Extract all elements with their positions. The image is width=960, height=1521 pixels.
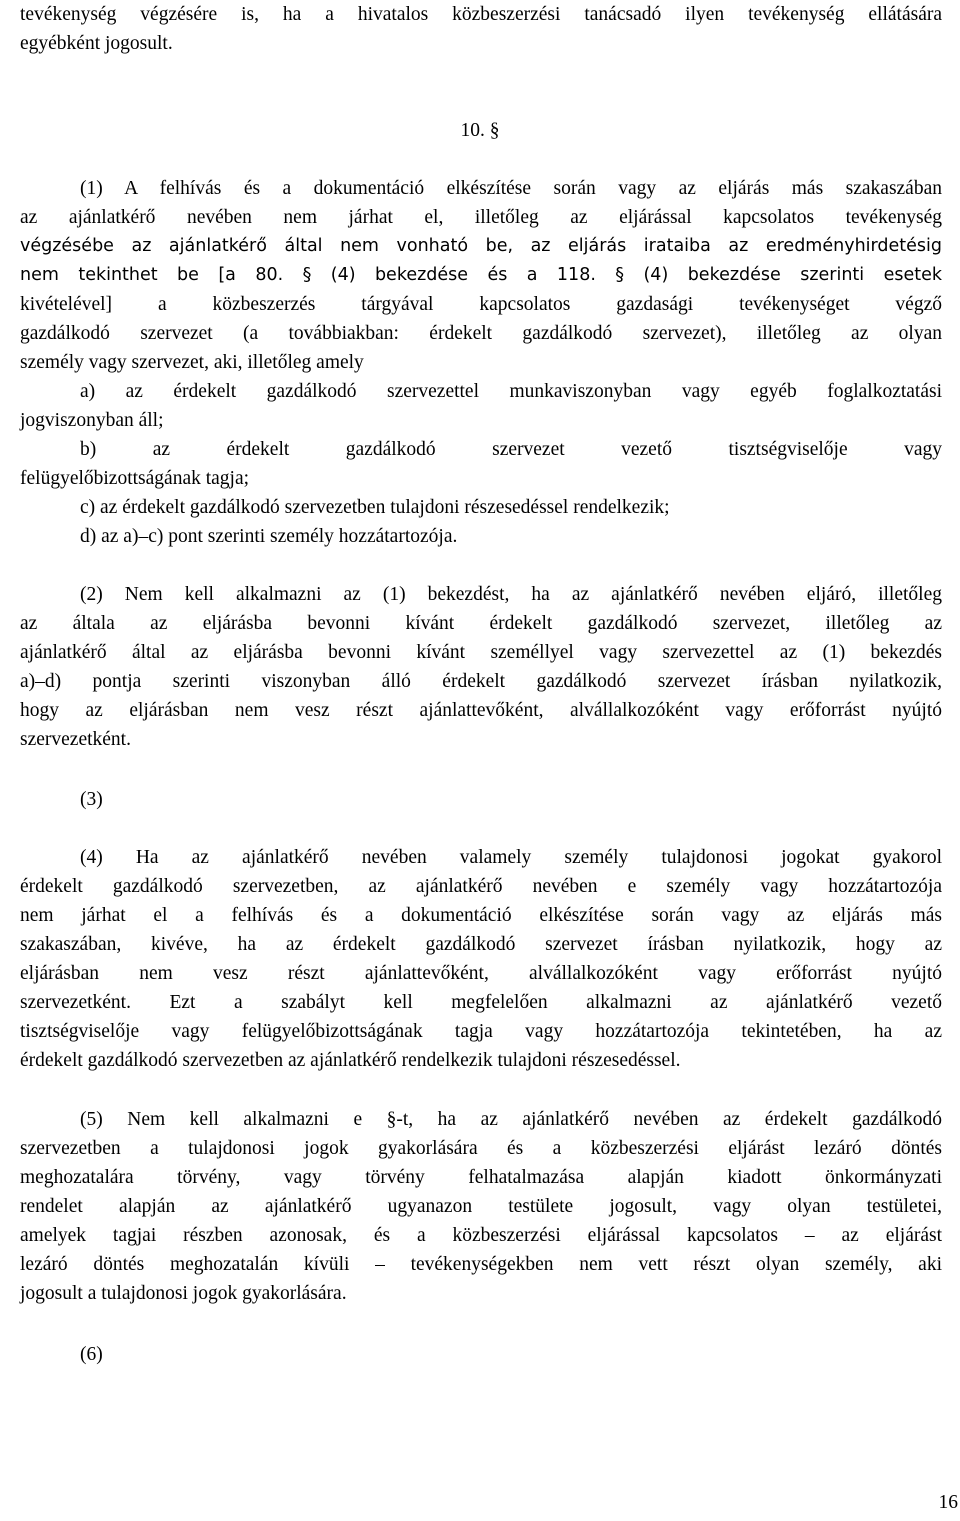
p5-line-6: lezáró döntés meghozatalán kívüli – tevékenységekben nem vett részt olyan személy, aki [20,1254,942,1275]
p5-line-3: meghozatalára törvény, vagy törvény felhatalmazása alapján kiadott önkormányzati [20,1167,942,1188]
p4-line-2: érdekelt gazdálkodó szervezetben, az ajánlatkérő nevében e személy vagy hozzátartozója [20,876,942,897]
p3-label: (3) [80,789,103,810]
intro-line-2: egyébként jogosult. [20,33,173,54]
p5-line-7: jogosult a tulajdonosi jogok gyakorlására. [20,1283,347,1304]
section-heading: 10. § [460,120,500,141]
p1-item-a-line-1: a) az érdekelt gazdálkodó szervezettel munkaviszonyban vagy egyéb foglalkoztatási [80,381,942,402]
p4-line-5: eljárásban nem vesz részt ajánlattevőként, alvállalkozóként vagy erőforrást nyújtó [20,963,942,984]
p2-line-1: (2) Nem kell alkalmazni az (1) bekezdést, ha az ajánlatkérő nevében eljáró, illetőleg [80,584,942,605]
intro-line-1: tevékenység végzésére is, ha a hivatalos közbeszerzési tanácsadó ilyen tevékenység ellátására [20,4,942,25]
p2-line-2: az általa az eljárásba bevonni kívánt érdekelt gazdálkodó szervezet, illetőleg az [20,613,942,634]
p4-line-1: (4) Ha az ajánlatkérő nevében valamely személy tulajdonosi jogokat gyakorol [80,847,942,868]
p1-line-7: személy vagy szervezet, aki, illetőleg amely [20,352,364,373]
p1-line-4: nem tekinthet be [a 80. § (4) bekezdése és a 118. § (4) bekezdése szerinti esetek [20,265,942,285]
p4-line-3: nem járhat el a felhívás és a dokumentáció elkészítése során vagy az eljárás más [20,905,942,926]
p4-line-6: szervezetként. Ezt a szabályt kell megfelelően alkalmazni az ajánlatkérő vezető [20,992,942,1013]
p2-line-6: szervezetként. [20,729,131,750]
p1-item-d: d) az a)–c) pont szerinti személy hozzátartozója. [80,526,458,547]
p4-line-7: tisztségviselője vagy felügyelőbizottságának tagja vagy hozzátartozója tekintetében, ha az [20,1021,942,1042]
p1-line-3: végzésébe az ajánlatkérő által nem vonható be, az eljárás irataiba az eredményhirdetésig [20,236,942,256]
p5-line-1: (5) Nem kell alkalmazni e §-t, ha az ajánlatkérő nevében az érdekelt gazdálkodó [80,1109,942,1130]
p4-line-4: szakaszában, kivéve, ha az érdekelt gazdálkodó szervezet írásban nyilatkozik, hogy az [20,934,942,955]
page-number: 16 [938,1492,958,1513]
p2-line-4: a)–d) pontja szerinti viszonyban álló érdekelt gazdálkodó szervezet írásban nyilatkozik, [20,671,942,692]
p6-label: (6) [80,1344,103,1365]
p5-line-4: rendelet alapján az ajánlatkérő ugyanazon testülete jogosult, vagy olyan testületei, [20,1196,942,1217]
p4-line-8: érdekelt gazdálkodó szervezetben az ajánlatkérő rendelkezik tulajdoni részesedéssel. [20,1050,681,1071]
p5-line-2: szervezetben a tulajdonosi jogok gyakorlására és a közbeszerzési eljárást lezáró döntés [20,1138,942,1159]
p5-line-5: amelyek tagjai részben azonosak, és a közbeszerzési eljárással kapcsolatos – az eljárást [20,1225,942,1246]
p2-line-3: ajánlatkérő által az eljárásba bevonni kívánt személlyel vagy szervezettel az (1) bekezdés [20,642,942,663]
p2-line-5: hogy az eljárásban nem vesz részt ajánlattevőként, alvállalkozóként vagy erőforrást nyújtó [20,700,942,721]
p1-item-a-line-2: jogviszonyban áll; [20,410,164,431]
p1-line-5: kivételével] a közbeszerzés tárgyával kapcsolatos gazdasági tevékenységet végző [20,294,942,315]
p1-item-c: c) az érdekelt gazdálkodó szervezetben tulajdoni részesedéssel rendelkezik; [80,497,670,518]
p1-item-b-line-2: felügyelőbizottságának tagja; [20,468,250,489]
p1-line-2: az ajánlatkérő nevében nem járhat el, illetőleg az eljárással kapcsolatos tevékenység [20,207,942,228]
p1-line-1: (1) A felhívás és a dokumentáció elkészítése során vagy az eljárás más szakaszában [80,178,942,199]
p1-line-6: gazdálkodó szervezet (a továbbiakban: érdekelt gazdálkodó szervezet), illetőleg az olyan [20,323,942,344]
p1-item-b-line-1: b) az érdekelt gazdálkodó szervezet vezető tisztségviselője vagy [80,439,942,460]
